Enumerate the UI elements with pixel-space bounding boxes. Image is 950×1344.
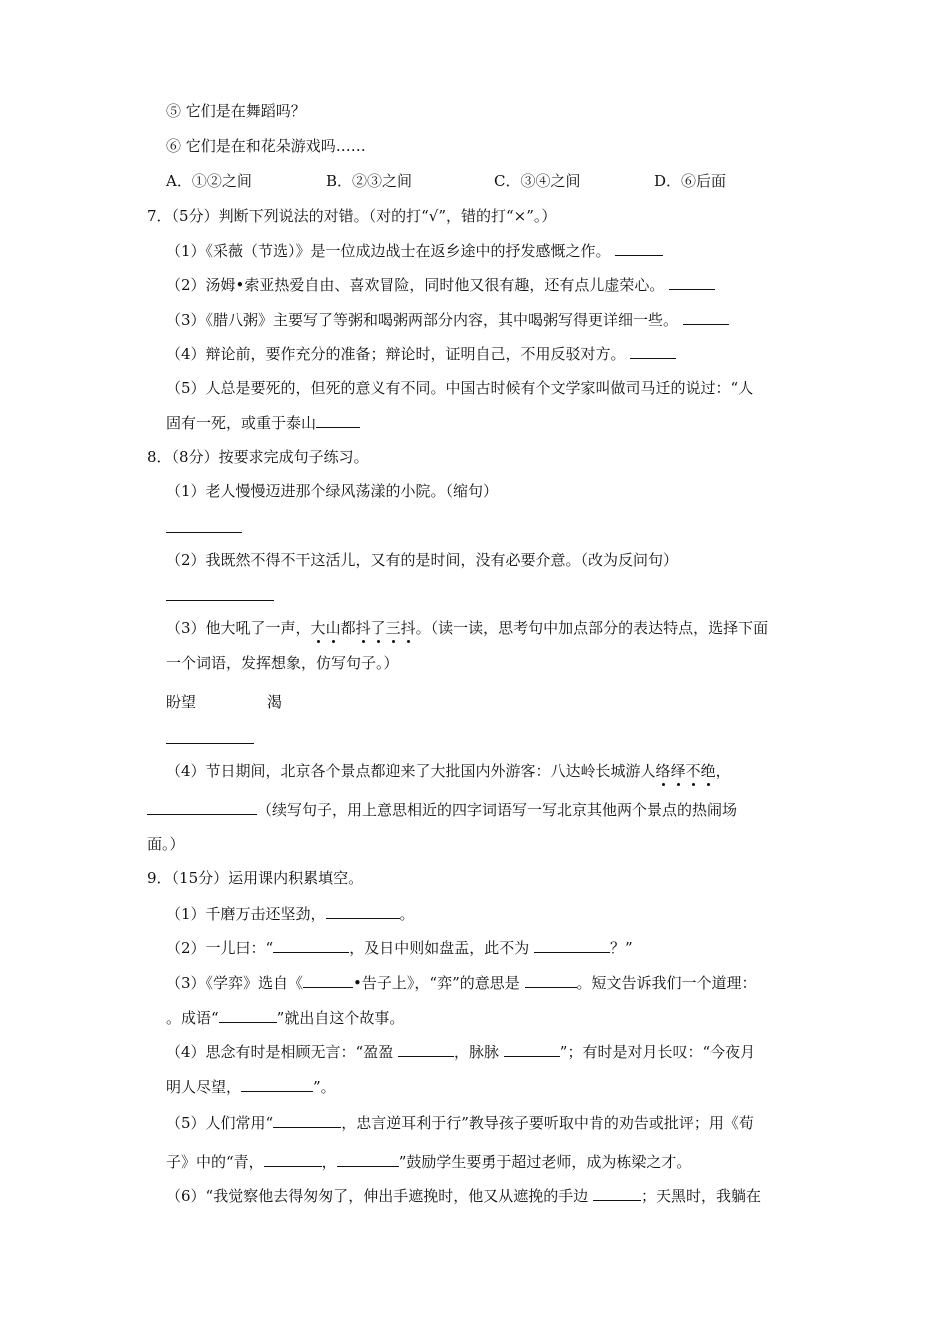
q8-word-option-1: 盼望 xyxy=(166,693,197,711)
q7-statement-1: （1）《采薇（节选）》是一位成边战士在返乡途中的抒发感慨之作。 xyxy=(166,240,663,261)
answer-blank[interactable] xyxy=(615,240,663,256)
q8-word-option-2: 渴 xyxy=(267,693,283,711)
q9-item-3b: 。成语“ ”就出自这个故事。 xyxy=(166,1009,405,1027)
q9-item-6: （6）“我觉察他去得匆匆了，伸出手遮挽时，他又从遮挽的手边 ；天黑时，我躺在 xyxy=(166,1187,762,1205)
answer-blank[interactable] xyxy=(147,799,257,815)
q8-stem: 8．（8分）按要求完成句子练习。 xyxy=(147,448,369,466)
q8-sentence-3: （3）他大吼了一声，大山都抖了三抖。（读一读，思考句中加点部分的表达特点，选择下面 xyxy=(166,619,769,637)
q8-sentence-1: （1）老人慢慢迈进那个绿风荡漾的小院。（缩句） xyxy=(166,482,499,500)
q6-item-6: ⑥ 它们是在和花朵游戏吗…… xyxy=(166,137,366,155)
q8-sentence-4: （4）节日期间，北京各个景点都迎来了大批国内外游客：八达岭长城游人络绎不绝， xyxy=(166,762,731,780)
answer-blank[interactable] xyxy=(326,903,400,919)
q6-option-d: D．⑥后面 xyxy=(654,172,727,190)
q8-sentence-4c: 面。） xyxy=(147,835,185,853)
q7-statement-5b: 固有一死，或重于泰山 xyxy=(166,412,360,433)
answer-blank[interactable] xyxy=(534,937,610,953)
answer-blank[interactable] xyxy=(316,412,360,428)
answer-blank[interactable] xyxy=(273,937,349,953)
q7-stem: 7．（5分）判断下列说法的对错。（对的打“√”，错的打“×”。） xyxy=(147,207,557,225)
answer-blank[interactable] xyxy=(303,972,353,988)
q7-statement-3: （3）《腊八粥》主要写了等粥和喝粥两部分内容，其中喝粥写得更详细一些。 xyxy=(166,309,729,330)
answer-blank[interactable] xyxy=(593,1185,641,1201)
answer-blank[interactable] xyxy=(669,274,715,290)
q9-item-3: （3）《学弈》选自《 •告子上》，“弈”的意思是 。短文告诉我们一个道理： xyxy=(166,974,757,992)
q9-item-1: （1）千磨万击还坚劲， 。 xyxy=(166,905,415,923)
q8-sentence-3b: 一个词语，发挥想象，仿写句子。） xyxy=(166,654,399,672)
q6-option-c: C．③④之间 xyxy=(494,172,581,190)
q8-sentence-4b: （续写句子，用上意思相近的四字词语写一写北京其他两个景点的热闹场 xyxy=(147,799,737,820)
answer-blank[interactable] xyxy=(683,309,729,325)
q9-item-5: （5）人们常用“ ，忠言逆耳利于行”教导孩子要听取中肯的劝告或批评；用《荀 xyxy=(166,1114,754,1132)
q8-sentence-2: （2）我既然不得不干这活儿，又有的是时间，没有必要介意。（改为反问句） xyxy=(166,551,679,569)
q9-item-4b: 明人尽望， ”。 xyxy=(166,1078,336,1096)
answer-blank[interactable] xyxy=(504,1041,560,1057)
answer-line[interactable] xyxy=(166,531,242,533)
answer-line[interactable] xyxy=(166,742,254,744)
q9-item-4: （4）思念有时是相顾无言：“盈盈 ，脉脉 ”；有时是对月长叹：“今夜月 xyxy=(166,1043,756,1061)
q9-item-2: （2）一儿曰：“ ，及日中则如盘盂，此不为 ？” xyxy=(166,939,633,957)
q6-option-b: B．②③之间 xyxy=(326,172,413,190)
answer-line[interactable] xyxy=(166,599,274,601)
answer-blank[interactable] xyxy=(337,1151,399,1167)
answer-blank[interactable] xyxy=(398,1041,454,1057)
answer-blank[interactable] xyxy=(273,1112,341,1128)
answer-blank[interactable] xyxy=(241,1076,313,1092)
q7-statement-5a: （5）人总是要死的，但死的意义有不同。中国古时候有个文学家叫做司马迁的说过：“人 xyxy=(166,379,754,397)
q7-statement-2: （2）汤姆•索亚热爱自由、喜欢冒险，同时他又很有趣，还有点儿虚荣心。 xyxy=(166,274,715,295)
q9-stem: 9．（15分）运用课内积累填空。 xyxy=(147,869,364,887)
answer-blank[interactable] xyxy=(264,1151,322,1167)
q9-item-5b: 子》中的“青， ， ”鼓励学生要勇于超过老师，成为栋梁之才。 xyxy=(166,1153,692,1171)
answer-blank[interactable] xyxy=(525,972,577,988)
answer-blank[interactable] xyxy=(630,343,676,359)
q6-option-a: A．①②之间 xyxy=(166,172,252,190)
q7-statement-4: （4）辩论前，要作充分的准备；辩论时，证明自己，不用反驳对方。 xyxy=(166,343,676,364)
answer-blank[interactable] xyxy=(219,1007,277,1023)
q6-item-5: ⑤ 它们是在舞蹈吗？ xyxy=(166,102,306,120)
